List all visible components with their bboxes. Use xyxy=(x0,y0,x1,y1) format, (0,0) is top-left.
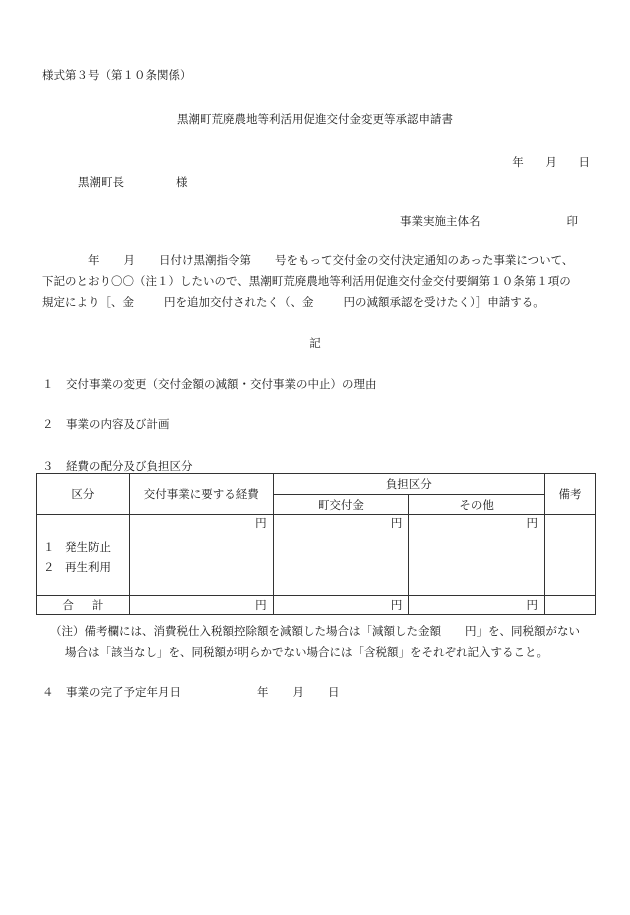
date-line xyxy=(494,154,590,170)
body-line-1 xyxy=(42,250,602,271)
form-number: 様式第３号（第１０条関係） xyxy=(42,68,192,82)
row-number: ２ xyxy=(43,560,55,574)
body-paragraph xyxy=(42,250,602,313)
item-number: ２ xyxy=(42,417,54,431)
body-year: 年 xyxy=(88,253,100,267)
total-other-cell: 円 xyxy=(409,596,545,615)
table-row xyxy=(37,515,596,596)
completion-month: 月 xyxy=(292,685,304,699)
note-line-2: 場合は「該当なし」を、同税額が明らかでない場合には「含税額」をそれぞれ記入すること。 xyxy=(65,645,548,659)
day-label: 日 xyxy=(578,155,590,169)
total-label xyxy=(37,596,130,615)
header-remarks: 備考 xyxy=(545,474,596,515)
town-grant-cell: 円 xyxy=(273,515,409,596)
item-text: 経費の配分及び負担区分 xyxy=(66,459,193,473)
item-number: ４ xyxy=(42,685,54,699)
remarks-cell xyxy=(545,515,596,596)
completion-year: 年 xyxy=(257,685,269,699)
item-number: ３ xyxy=(42,459,54,473)
item-text: 交付事業の変更（交付金額の減額・交付事業の中止）の理由 xyxy=(66,377,377,391)
applicant xyxy=(400,213,578,229)
seal-label: 印 xyxy=(566,214,578,228)
addressee-honorific: 様 xyxy=(176,175,188,189)
year-label: 年 xyxy=(512,155,524,169)
list-item xyxy=(43,537,129,557)
cost-allocation-table xyxy=(36,473,596,615)
header-cost: 交付事業に要する経費 xyxy=(129,474,273,515)
item-2 xyxy=(42,416,170,432)
item-1 xyxy=(42,376,377,392)
addressee xyxy=(78,174,188,190)
ki-heading: 記 xyxy=(309,336,321,350)
item-number: １ xyxy=(42,377,54,391)
header-town-grant: 町交付金 xyxy=(273,495,409,515)
kubun-cell xyxy=(37,515,130,596)
body-line1-rest: 号をもって交付金の交付決定通知のあった事業について、 xyxy=(275,253,574,267)
item-text: 事業の完了予定年月日 xyxy=(66,685,181,699)
row-label: 発生防止 xyxy=(65,540,111,554)
total-label-a: 合 xyxy=(62,598,74,612)
item-3 xyxy=(42,458,193,474)
note-line1-a: （注）備考欄には、消費税仕入税額控除額を減額した場合は「減額した金額 xyxy=(50,624,441,638)
body-line-2: 下記のとおり〇〇（注１）したいので、黒潮町荒廃農地等利活用促進交付金交付要綱第１０条第１項の xyxy=(42,274,571,288)
row-label: 再生利用 xyxy=(65,560,111,574)
total-row xyxy=(37,596,596,615)
document-title: 黒潮町荒廃農地等利活用促進交付金変更等承認申請書 xyxy=(177,112,453,126)
other-cell: 円 xyxy=(409,515,545,596)
body-line3-a: 規定により［、金 xyxy=(42,295,134,309)
note-line-1 xyxy=(50,624,580,638)
row-number: １ xyxy=(43,540,55,554)
table-note xyxy=(50,621,580,663)
month-label: 月 xyxy=(545,155,557,169)
item-4 xyxy=(42,684,340,700)
list-item xyxy=(43,557,129,577)
note-line1-b: 円」を、同税額がない xyxy=(465,624,580,638)
header-kubun: 区分 xyxy=(37,474,130,515)
header-burden: 負担区分 xyxy=(273,474,544,495)
item-text: 事業の内容及び計画 xyxy=(66,417,170,431)
total-remarks-cell xyxy=(545,596,596,615)
body-line3-b: 円を追加交付されたく（、金 xyxy=(164,295,314,309)
body-line3-c: 円の減額承認を受けたく）］申請する。 xyxy=(343,295,545,309)
addressee-name: 黒潮町長 xyxy=(78,175,124,189)
body-month: 月 xyxy=(123,253,135,267)
body-directive: 日付け黒潮指令第 xyxy=(159,253,251,267)
total-town-grant-cell: 円 xyxy=(273,596,409,615)
total-cost-cell: 円 xyxy=(129,596,273,615)
completion-day: 日 xyxy=(328,685,340,699)
header-other: その他 xyxy=(409,495,545,515)
total-label-b: 計 xyxy=(91,598,104,612)
cost-cell: 円 xyxy=(129,515,273,596)
applicant-label: 事業実施主体名 xyxy=(400,214,481,228)
body-line-3 xyxy=(42,292,602,313)
